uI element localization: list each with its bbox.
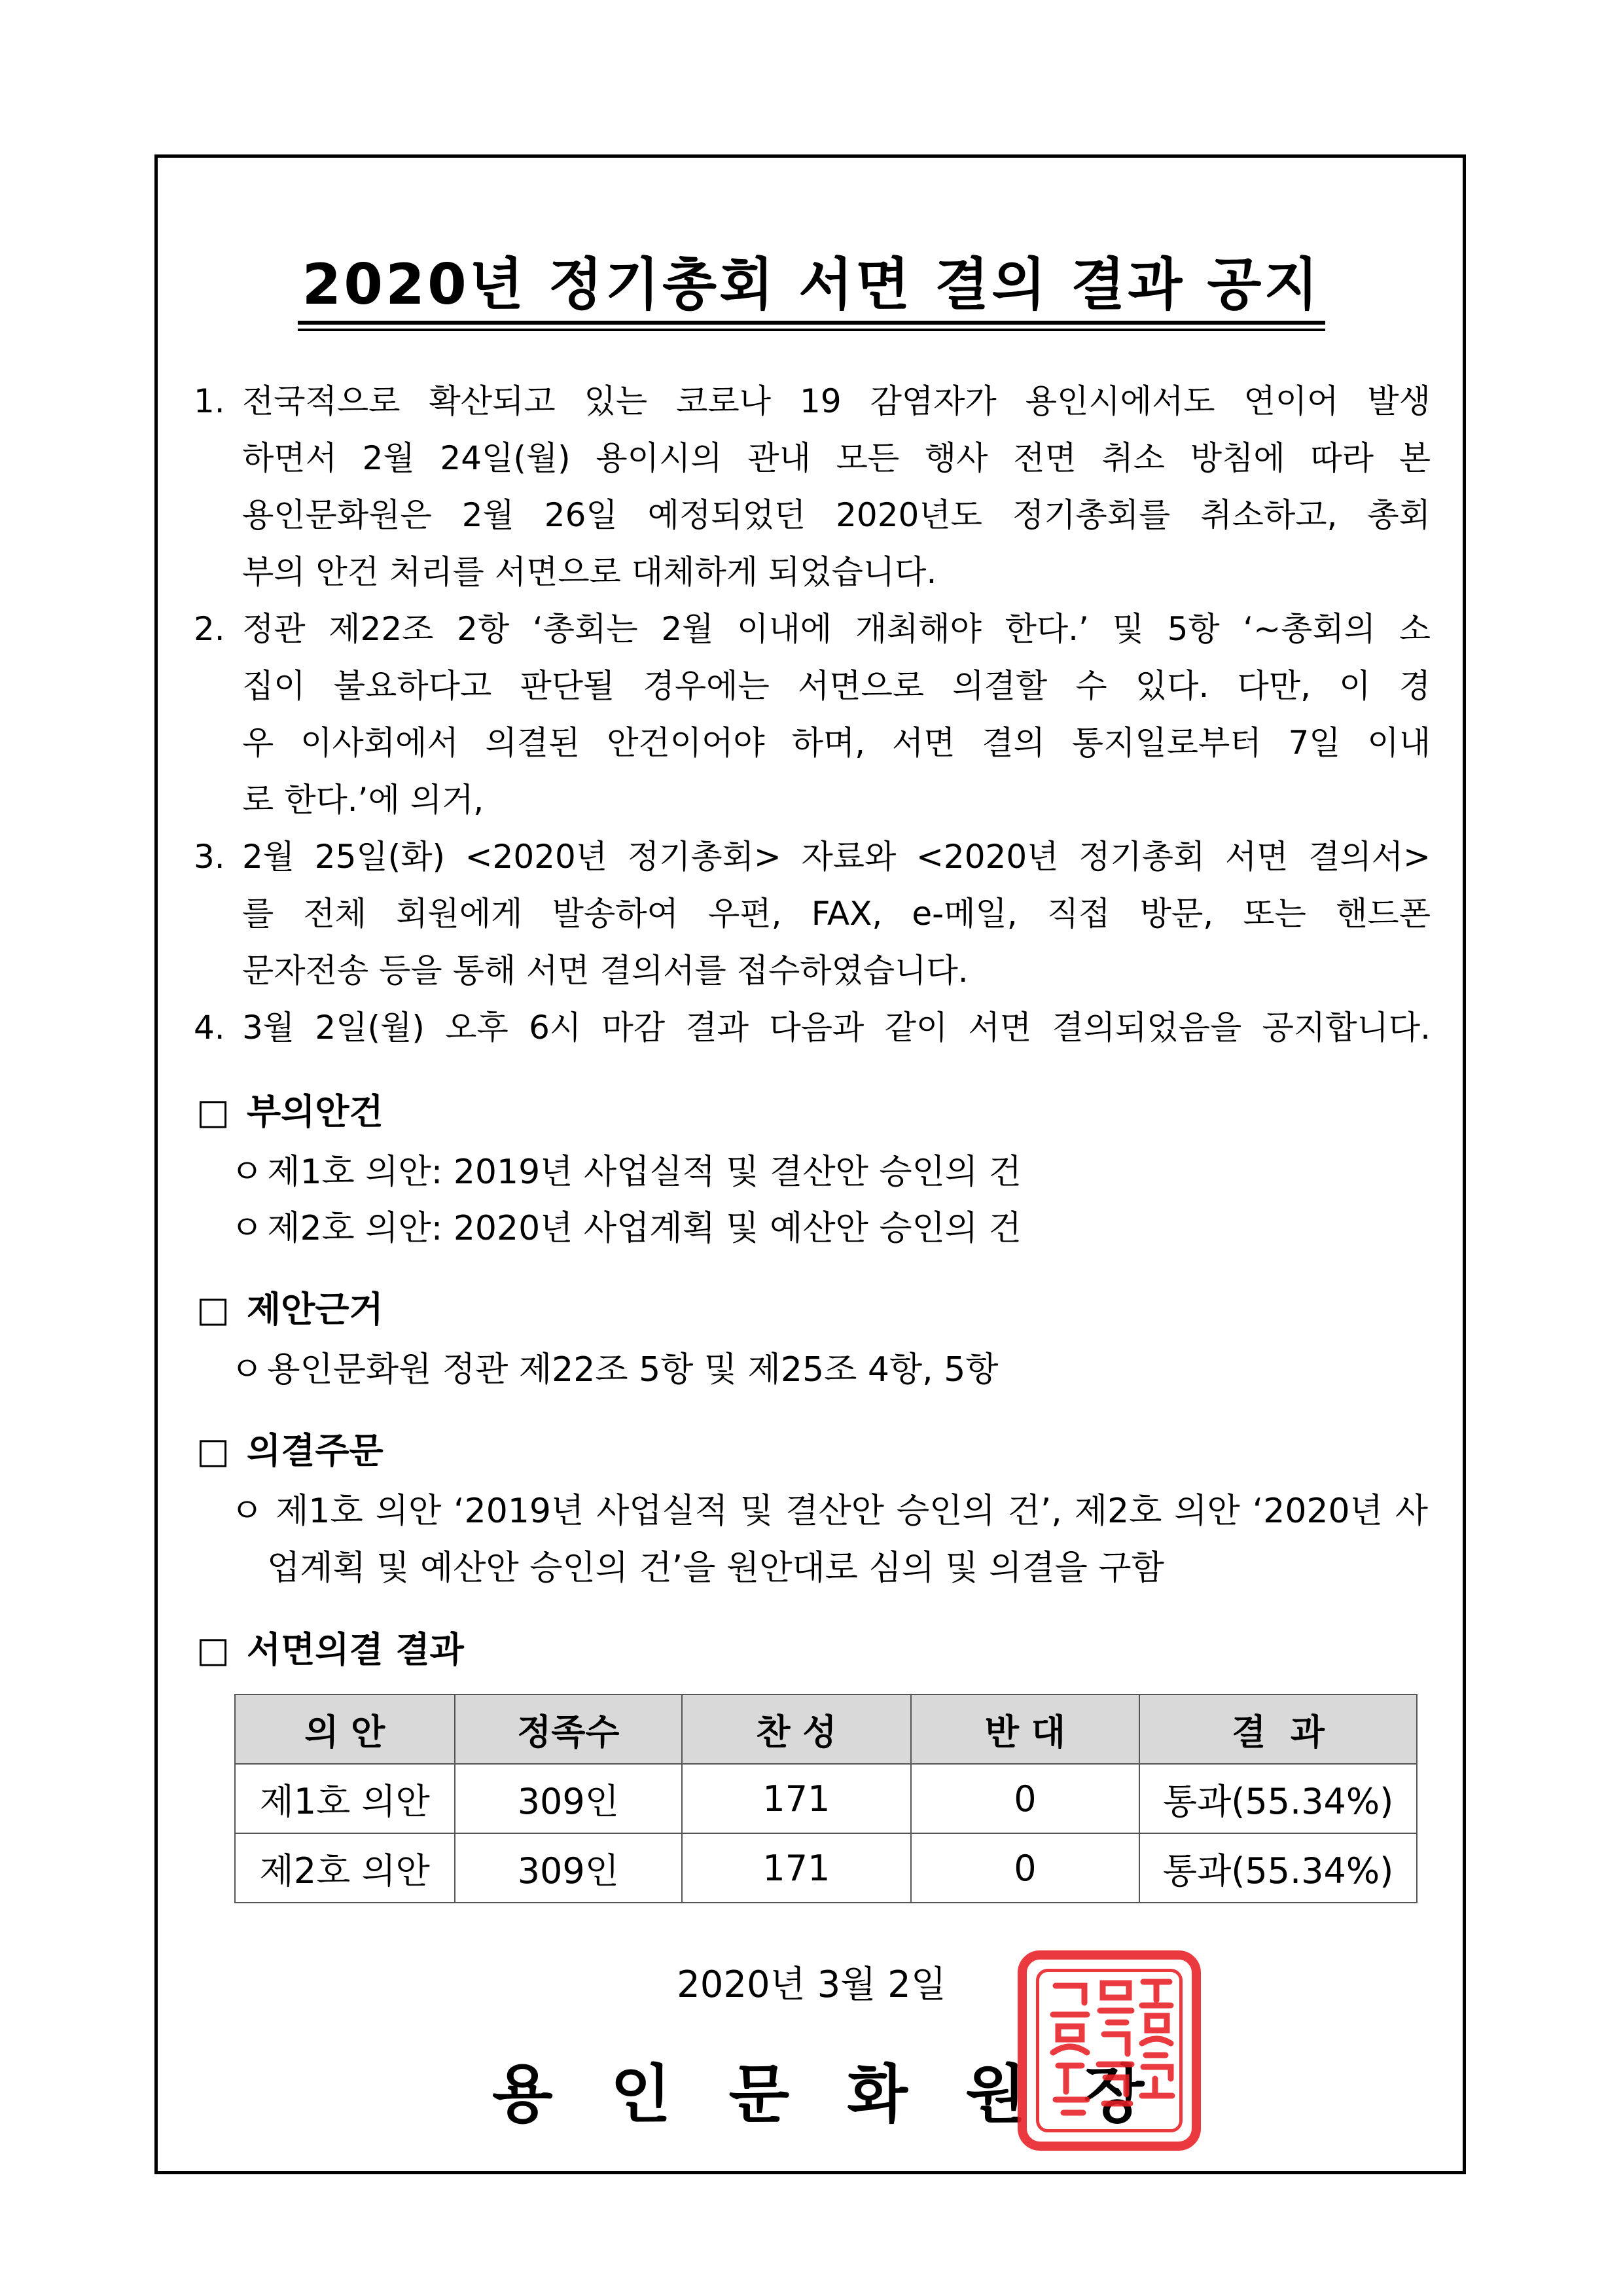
table-cell: 309인 xyxy=(455,1833,683,1903)
table-cell: 제2호 의안 xyxy=(235,1833,455,1903)
result-table xyxy=(234,1694,1418,1903)
table-cell: 171 xyxy=(682,1833,911,1903)
checkbox-square-icon: □ xyxy=(196,1629,230,1670)
paragraph-4: 4. 3월 2일(월) 오후 6시 마감 결과 다음과 같이 서면 결의되었음을 공지합니다. xyxy=(194,1009,1431,1047)
table-cell: 171 xyxy=(682,1764,911,1833)
checkbox-square-icon: □ xyxy=(196,1430,230,1471)
basis-item-1: ㅇ 용인문화원 정관 제22조 5항 및 제25조 4항, 5항 xyxy=(230,1350,999,1390)
circle-bullet-icon: ㅇ xyxy=(230,1153,264,1192)
table-cell: 0 xyxy=(911,1833,1140,1903)
paragraph-1: 1. 전국적으로 확산되고 있는 코로나 19 감염자가 용인시에서도 연이어 발생 하면서 2월 24일(월) 용이시의 관내 모든 행사 전면 취소 방침에 따라 본 용인문화원은 2월 26일 예정되었던 2020년도 정기총회를 취소하고, 총회 부의 안건 처리를 서면으로 대체하게 되었습니다. xyxy=(194,382,1431,591)
paragraph-2: 2. 정관 제22조 2항 ‘총회는 2월 이내에 개최해야 한다.’ 및 5항 ‘~총회의 소 집이 불요하다고 판단될 경우에는 서면으로 의결할 수 있다. 다만, 이 경 우 이사회에서 의결된 안건이어야 하며, 서면 결의 통지일로부터 7일 이내 로 한다.’에 의거, xyxy=(194,610,1431,819)
section-basis-heading: □ 제안근거 xyxy=(196,1289,383,1330)
table-cell: 309인 xyxy=(455,1764,683,1833)
official-seal-stamp xyxy=(1018,1950,1201,2151)
table-row xyxy=(235,1833,1417,1903)
resolution-item: ㅇ 제1호 의안 ‘2019년 사업실적 및 결산안 승인의 건’, 제2호 의안 ‘2020년 사 업계획 및 예산안 승인의 건’을 원안대로 심의 및 의결을 구함 xyxy=(230,1492,1429,1588)
paragraph-3: 3. 2월 25일(화) <2020년 정기총회> 자료와 <2020년 정기총회 서면 결의서> 를 전체 회원에게 발송하여 우편, FAX, e-메일, 직접 방문, 또는 핸드폰 문자전송 등을 통해 서면 결의서를 접수하였습니다. xyxy=(194,838,1431,990)
table-cell: 0 xyxy=(911,1764,1140,1833)
table-header-cell: 결 과 xyxy=(1139,1695,1417,1764)
table-row xyxy=(235,1764,1417,1833)
organization-signature: 용인문화원장 xyxy=(492,2058,1202,2131)
table-header-cell: 반 대 xyxy=(911,1695,1140,1764)
seal-glyphs xyxy=(1027,1960,1192,2142)
table-header-cell: 정족수 xyxy=(455,1695,683,1764)
section-agenda-heading: □ 부의안건 xyxy=(196,1091,383,1132)
table-cell: 제1호 의안 xyxy=(235,1764,455,1833)
section-resolution-heading: □ 의결주문 xyxy=(196,1430,383,1471)
document-title: 2020년 정기총회 서면 결의 결과 공지 xyxy=(302,252,1321,317)
table-cell: 통과(55.34%) xyxy=(1139,1833,1417,1903)
section-result-heading: □ 서면의결 결과 xyxy=(196,1629,464,1670)
document-date: 2020년 3월 2일 xyxy=(677,1964,946,2006)
circle-bullet-icon: ㅇ xyxy=(230,1350,264,1390)
agenda-item-2: ㅇ 제2호 의안: 2020년 사업계획 및 예산안 승인의 건 xyxy=(230,1209,1022,1248)
checkbox-square-icon: □ xyxy=(196,1091,230,1132)
table-cell: 통과(55.34%) xyxy=(1139,1764,1417,1833)
agenda-item-1: ㅇ 제1호 의안: 2019년 사업실적 및 결산안 승인의 건 xyxy=(230,1153,1022,1192)
table-header-cell: 의 안 xyxy=(235,1695,455,1764)
table-header-cell: 찬 성 xyxy=(682,1695,911,1764)
circle-bullet-icon: ㅇ xyxy=(230,1492,264,1531)
checkbox-square-icon: □ xyxy=(196,1289,230,1330)
table-header-row xyxy=(235,1695,1417,1764)
circle-bullet-icon: ㅇ xyxy=(230,1209,264,1248)
